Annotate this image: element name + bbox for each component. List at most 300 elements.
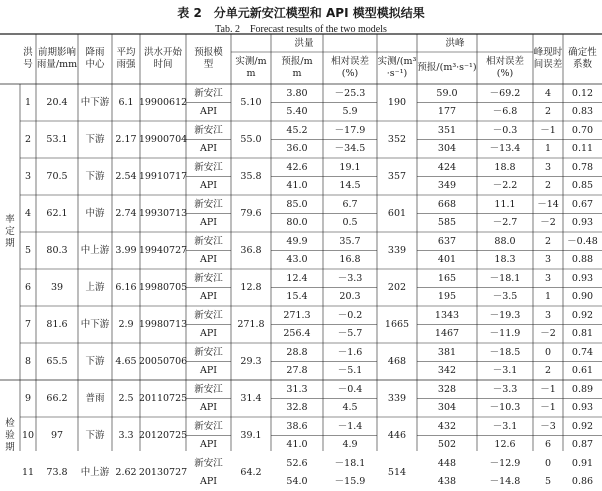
cell-peak-measured-text: 339 xyxy=(388,393,406,404)
cell-peak-measured-text: 514 xyxy=(388,467,406,478)
cell-peak-forecast-text: 304 xyxy=(438,402,456,413)
header-peak xyxy=(377,34,533,52)
cell-peak-measured xyxy=(377,232,417,269)
cell-vol-forecast-text: 41.0 xyxy=(286,180,307,191)
cell-vol-forecast-text: 271.3 xyxy=(283,310,310,321)
cell-peak-measured xyxy=(377,380,417,417)
cell-vol-measured-text: 36.8 xyxy=(240,245,261,256)
cell-peak-time-error xyxy=(533,103,563,122)
cell-intensity xyxy=(112,417,140,454)
cell-nse-text: 0.87 xyxy=(572,439,593,450)
cell-vol-measured-text: 29.3 xyxy=(240,356,261,367)
cell-vol-error xyxy=(323,269,377,288)
cell-peak-time-error xyxy=(533,362,563,381)
header-peak-measured xyxy=(377,52,417,84)
cell-model xyxy=(186,306,231,325)
cell-vol-forecast xyxy=(271,473,323,491)
cell-peak-forecast xyxy=(417,84,477,103)
table-title-en: Tab. 2 Forecast results of the two models xyxy=(0,20,602,35)
cell-nse xyxy=(563,399,602,418)
cell-vol-measured xyxy=(231,232,271,269)
cell-intensity-text: 2.62 xyxy=(115,467,136,478)
cell-prev-rain xyxy=(36,195,78,232)
cell-peak-forecast xyxy=(417,232,477,251)
cell-nse-text: 0.85 xyxy=(572,180,593,191)
cell-vol-error-text: －18.1 xyxy=(335,458,366,469)
cell-peak-forecast xyxy=(417,158,477,177)
cell-peak-measured-text: 601 xyxy=(388,208,406,219)
cell-peak-error xyxy=(477,84,533,103)
cell-model xyxy=(186,473,231,491)
cell-peak-time-error xyxy=(533,84,563,103)
cell-vol-forecast-text: 32.8 xyxy=(286,402,307,413)
cell-nse-text: 0.88 xyxy=(572,254,593,265)
cell-peak-error-text: 18.8 xyxy=(494,162,515,173)
cell-seq xyxy=(20,84,36,121)
cell-intensity-text: 6.16 xyxy=(115,282,136,293)
cell-peak-measured-text: 190 xyxy=(388,97,406,108)
cell-seq xyxy=(20,121,36,158)
cell-vol-measured xyxy=(231,84,271,121)
cell-peak-measured xyxy=(377,269,417,306)
cell-model xyxy=(186,214,231,233)
cell-vol-forecast xyxy=(271,288,323,307)
header-vol-forecast-text: 预报/mm xyxy=(279,56,315,80)
cell-nse-text: 0.67 xyxy=(572,199,593,210)
cell-model xyxy=(186,195,231,214)
header-flood-volume-text: 洪量 xyxy=(294,38,313,49)
cell-flood-start-text: 19900704 xyxy=(139,134,187,145)
cell-prev-rain-text: 81.6 xyxy=(46,319,67,330)
cell-peak-error-text: －3.5 xyxy=(493,291,518,302)
header-model-text: 预报模型 xyxy=(190,47,227,71)
cell-nse xyxy=(563,140,602,159)
cell-seq-text: 9 xyxy=(25,393,31,404)
cell-peak-forecast-text: 401 xyxy=(438,254,456,265)
cell-vol-measured-text: 31.4 xyxy=(240,393,261,404)
cell-prev-rain-text: 62.1 xyxy=(46,208,67,219)
cell-nse xyxy=(563,121,602,140)
cell-peak-error xyxy=(477,454,533,473)
cell-intensity xyxy=(112,343,140,380)
cell-nse-text: 0.78 xyxy=(572,162,593,173)
cell-model xyxy=(186,343,231,362)
cell-nse-text: 0.81 xyxy=(572,328,593,339)
cell-peak-forecast-text: 585 xyxy=(438,217,456,228)
cell-peak-error-text: －2.2 xyxy=(493,180,518,191)
cell-seq xyxy=(20,158,36,195)
cell-model xyxy=(186,436,231,455)
header-flood-volume xyxy=(231,34,377,52)
cell-peak-error-text: 18.3 xyxy=(494,254,515,265)
cell-model-text: 新安江 xyxy=(194,384,223,395)
cell-seq xyxy=(20,232,36,269)
cell-vol-measured-text: 79.6 xyxy=(240,208,261,219)
cell-vol-error-text: －25.3 xyxy=(335,88,366,99)
cell-seq xyxy=(20,195,36,232)
cell-vol-error xyxy=(323,288,377,307)
header-avg-intensity-text: 平均雨强 xyxy=(114,47,138,71)
cell-vol-error-text: －1.4 xyxy=(338,421,363,432)
cell-peak-measured xyxy=(377,417,417,454)
cell-model xyxy=(186,288,231,307)
header-flood-start-text: 洪水开始时间 xyxy=(142,47,184,71)
cell-vol-error xyxy=(323,251,377,270)
cell-model xyxy=(186,454,231,473)
cell-peak-time-error-text: 3 xyxy=(545,162,551,173)
cell-peak-time-error xyxy=(533,214,563,233)
cell-peak-forecast xyxy=(417,214,477,233)
cell-flood-start xyxy=(140,306,186,343)
cell-model-text: 新安江 xyxy=(194,125,223,136)
cell-vol-forecast xyxy=(271,177,323,196)
cell-prev-rain xyxy=(36,158,78,195)
cell-vol-measured xyxy=(231,380,271,417)
cell-nse-text: 0.91 xyxy=(572,458,593,469)
cell-seq xyxy=(20,306,36,343)
cell-peak-time-error-text: －1 xyxy=(540,402,556,413)
header-seq xyxy=(21,34,35,84)
cell-vol-error-text: －15.9 xyxy=(335,476,366,487)
cell-prev-rain-text: 80.3 xyxy=(46,245,67,256)
cell-intensity-text: 3.99 xyxy=(115,245,136,256)
cell-peak-forecast-text: 59.0 xyxy=(436,88,457,99)
cell-peak-measured-text: 468 xyxy=(388,356,406,367)
cell-rain-center-text: 上游 xyxy=(85,282,104,293)
cell-vol-forecast-text: 38.6 xyxy=(286,421,307,432)
cell-peak-time-error xyxy=(533,343,563,362)
cell-vol-forecast-text: 36.0 xyxy=(286,143,307,154)
cell-rain-center xyxy=(78,269,112,306)
cell-peak-time-error-text: －2 xyxy=(540,217,556,228)
cell-group-label xyxy=(2,84,18,380)
cell-nse-text: 0.90 xyxy=(572,291,593,302)
cell-flood-start xyxy=(140,454,186,491)
cell-peak-forecast-text: 195 xyxy=(438,291,456,302)
cell-nse-text: 0.70 xyxy=(572,125,593,136)
cell-vol-forecast xyxy=(271,399,323,418)
cell-peak-time-error-text: 6 xyxy=(545,439,551,450)
cell-peak-time-error xyxy=(533,473,563,491)
cell-rain-center-text: 下游 xyxy=(85,356,104,367)
cell-vol-forecast-text: 41.0 xyxy=(286,439,307,450)
cell-nse xyxy=(563,473,602,491)
cell-peak-error xyxy=(477,214,533,233)
cell-flood-start-text: 19910717 xyxy=(139,171,187,182)
cell-peak-forecast-text: 424 xyxy=(438,162,456,173)
cell-peak-time-error-text: 1 xyxy=(545,143,551,154)
cell-peak-error xyxy=(477,251,533,270)
cell-model-text: 新安江 xyxy=(194,458,223,469)
cell-vol-forecast-text: 49.9 xyxy=(286,236,307,247)
cell-intensity-text: 2.17 xyxy=(115,134,136,145)
cell-vol-forecast-text: 15.4 xyxy=(286,291,307,302)
cell-peak-forecast xyxy=(417,103,477,122)
cell-peak-time-error xyxy=(533,121,563,140)
header-avg-intensity xyxy=(114,34,138,84)
cell-peak-measured-text: 339 xyxy=(388,245,406,256)
cell-vol-error xyxy=(323,380,377,399)
cell-flood-start xyxy=(140,343,186,380)
cell-model xyxy=(186,140,231,159)
cell-vol-error-text: －17.9 xyxy=(335,125,366,136)
header-vol-measured-text: 实测/mm xyxy=(235,56,267,80)
cell-peak-time-error xyxy=(533,454,563,473)
cell-peak-error-text: 88.0 xyxy=(494,236,515,247)
cell-peak-forecast xyxy=(417,473,477,491)
cell-vol-forecast-text: 45.2 xyxy=(286,125,307,136)
cell-model xyxy=(186,362,231,381)
cell-vol-measured xyxy=(231,121,271,158)
cell-vol-forecast xyxy=(271,195,323,214)
cell-nse xyxy=(563,177,602,196)
cell-model-text: API xyxy=(200,254,217,265)
cell-peak-time-error xyxy=(533,325,563,344)
cell-model-text: API xyxy=(200,143,217,154)
cell-vol-forecast xyxy=(271,214,323,233)
cell-peak-forecast xyxy=(417,140,477,159)
cell-prev-rain-text: 53.1 xyxy=(46,134,67,145)
cell-vol-error-text: －0.2 xyxy=(338,310,363,321)
cell-rain-center-text: 普雨 xyxy=(85,393,104,404)
cell-nse xyxy=(563,195,602,214)
cell-vol-forecast-text: 52.6 xyxy=(286,458,307,469)
cell-nse xyxy=(563,214,602,233)
cell-peak-measured xyxy=(377,84,417,121)
cell-peak-time-error-text: 1 xyxy=(545,291,551,302)
cell-peak-forecast-text: 1467 xyxy=(435,328,459,339)
cell-intensity xyxy=(112,195,140,232)
cell-peak-error xyxy=(477,269,533,288)
cell-group-label-text: 率定期 xyxy=(5,214,16,250)
cell-flood-start xyxy=(140,417,186,454)
cell-rain-center xyxy=(78,343,112,380)
cell-peak-forecast-text: 432 xyxy=(438,421,456,432)
header-peak-time-error xyxy=(533,34,563,84)
cell-peak-time-error-text: 2 xyxy=(545,236,551,247)
cell-vol-error xyxy=(323,214,377,233)
cell-vol-error xyxy=(323,417,377,436)
cell-vol-forecast xyxy=(271,417,323,436)
cell-peak-measured-text: 357 xyxy=(388,171,406,182)
cell-nse-text: 0.93 xyxy=(572,217,593,228)
cell-peak-measured-text: 202 xyxy=(388,282,406,293)
cell-nse xyxy=(563,380,602,399)
cell-vol-error xyxy=(323,103,377,122)
cell-nse xyxy=(563,343,602,362)
cell-peak-forecast-text: 349 xyxy=(438,180,456,191)
cell-peak-forecast-text: 438 xyxy=(438,476,456,487)
cell-prev-rain-text: 73.8 xyxy=(46,467,67,478)
cell-peak-forecast xyxy=(417,251,477,270)
cell-vol-forecast xyxy=(271,158,323,177)
cell-model xyxy=(186,158,231,177)
cell-vol-error-text: 6.7 xyxy=(342,199,357,210)
cell-group-label-text: 检验期 xyxy=(5,418,16,454)
cell-vol-measured xyxy=(231,195,271,232)
cell-vol-error xyxy=(323,343,377,362)
cell-vol-error-text: 4.9 xyxy=(342,439,357,450)
header-flood-start xyxy=(142,34,184,84)
cell-intensity xyxy=(112,84,140,121)
cell-peak-time-error xyxy=(533,232,563,251)
cell-intensity-text: 4.65 xyxy=(115,356,136,367)
cell-peak-error xyxy=(477,399,533,418)
cell-model-text: API xyxy=(200,291,217,302)
cell-peak-time-error-text: －3 xyxy=(540,421,556,432)
cell-vol-forecast xyxy=(271,269,323,288)
cell-vol-measured xyxy=(231,158,271,195)
cell-peak-forecast-text: 448 xyxy=(438,458,456,469)
cell-vol-error-text: 14.5 xyxy=(339,180,360,191)
cell-peak-error-text: －3.1 xyxy=(493,365,518,376)
cell-peak-forecast xyxy=(417,343,477,362)
cell-vol-forecast xyxy=(271,140,323,159)
cell-peak-forecast-text: 328 xyxy=(438,384,456,395)
cell-peak-time-error xyxy=(533,269,563,288)
cell-vol-error-text: 20.3 xyxy=(339,291,360,302)
cell-vol-measured-text: 35.8 xyxy=(240,171,261,182)
cell-flood-start-text: 19980713 xyxy=(139,319,187,330)
cell-model xyxy=(186,84,231,103)
cell-rain-center xyxy=(78,121,112,158)
cell-peak-measured xyxy=(377,158,417,195)
cell-peak-forecast-text: 177 xyxy=(438,106,456,117)
header-vol-error xyxy=(331,52,369,84)
cell-nse xyxy=(563,454,602,473)
cell-peak-measured xyxy=(377,306,417,343)
cell-peak-time-error xyxy=(533,417,563,436)
cell-vol-error-text: －5.1 xyxy=(338,365,363,376)
header-model xyxy=(190,34,227,84)
cell-peak-error xyxy=(477,306,533,325)
cell-rain-center-text: 中上游 xyxy=(81,245,110,256)
cell-vol-error xyxy=(323,399,377,418)
cell-peak-error-text: －19.3 xyxy=(490,310,521,321)
header-peak-measured-text: 实测/(m³·s⁻¹) xyxy=(377,56,417,80)
header-peak-forecast xyxy=(417,52,477,84)
cell-prev-rain xyxy=(36,343,78,380)
cell-vol-forecast-text: 85.0 xyxy=(286,199,307,210)
cell-intensity-text: 2.74 xyxy=(115,208,136,219)
cell-peak-time-error xyxy=(533,380,563,399)
cell-prev-rain-text: 39 xyxy=(51,282,63,293)
cell-prev-rain xyxy=(36,269,78,306)
cell-intensity-text: 2.54 xyxy=(115,171,136,182)
cell-model-text: 新安江 xyxy=(194,310,223,321)
cell-peak-measured-text: 446 xyxy=(388,430,406,441)
cell-vol-error xyxy=(323,121,377,140)
cell-vol-forecast-text: 80.0 xyxy=(286,217,307,228)
cell-rain-center xyxy=(78,417,112,454)
cell-model-text: API xyxy=(200,106,217,117)
cell-seq-text: 7 xyxy=(25,319,31,330)
cell-nse xyxy=(563,325,602,344)
cell-peak-forecast xyxy=(417,399,477,418)
header-rain-center-text: 降雨中心 xyxy=(82,47,108,71)
cell-rain-center xyxy=(78,306,112,343)
cell-vol-forecast xyxy=(271,325,323,344)
cell-model-text: API xyxy=(200,402,217,413)
cell-seq-text: 1 xyxy=(25,97,31,108)
cell-peak-error xyxy=(477,195,533,214)
cell-peak-forecast xyxy=(417,454,477,473)
cell-prev-rain-text: 70.5 xyxy=(46,171,67,182)
cell-vol-forecast xyxy=(271,84,323,103)
cell-nse xyxy=(563,436,602,455)
cell-vol-error xyxy=(323,158,377,177)
cell-peak-time-error xyxy=(533,306,563,325)
cell-peak-time-error-text: －2 xyxy=(540,328,556,339)
cell-vol-measured-text: 55.0 xyxy=(240,134,261,145)
cell-seq xyxy=(20,380,36,417)
cell-vol-error xyxy=(323,140,377,159)
cell-nse xyxy=(563,232,602,251)
header-vol-error-text: 相对误差(%) xyxy=(331,56,369,80)
cell-flood-start xyxy=(140,232,186,269)
cell-vol-measured xyxy=(231,306,271,343)
cell-flood-start-text: 19930713 xyxy=(139,208,187,219)
cell-vol-measured xyxy=(231,454,271,491)
cell-prev-rain xyxy=(36,417,78,454)
cell-peak-time-error-text: 0 xyxy=(545,347,551,358)
cell-seq-text: 4 xyxy=(25,208,31,219)
cell-vol-error-text: 4.5 xyxy=(342,402,357,413)
cell-vol-error xyxy=(323,195,377,214)
cell-vol-forecast xyxy=(271,232,323,251)
cell-rain-center xyxy=(78,232,112,269)
cell-rain-center-text: 下游 xyxy=(85,430,104,441)
cell-flood-start-text: 20050706 xyxy=(139,356,187,367)
cell-peak-time-error xyxy=(533,288,563,307)
cell-peak-error-text: －12.9 xyxy=(490,458,521,469)
cell-intensity xyxy=(112,158,140,195)
cell-vol-forecast xyxy=(271,343,323,362)
cell-vol-error-text: －5.7 xyxy=(338,328,363,339)
cell-nse-text: 0.86 xyxy=(572,476,593,487)
cell-peak-forecast xyxy=(417,121,477,140)
cell-model-text: API xyxy=(200,476,217,487)
cell-rain-center-text: 中游 xyxy=(85,208,104,219)
cell-model-text: 新安江 xyxy=(194,421,223,432)
cell-peak-forecast xyxy=(417,269,477,288)
cell-prev-rain xyxy=(36,380,78,417)
cell-peak-time-error xyxy=(533,399,563,418)
header-prev-rain xyxy=(36,34,78,84)
cell-flood-start-text: 20120725 xyxy=(139,430,187,441)
cell-vol-forecast xyxy=(271,436,323,455)
cell-nse-text: 0.12 xyxy=(572,88,593,99)
cell-model xyxy=(186,380,231,399)
cell-peak-error-text: －6.8 xyxy=(493,106,518,117)
cell-peak-time-error-text: 2 xyxy=(545,180,551,191)
cell-peak-error xyxy=(477,473,533,491)
cell-nse-text: 0.11 xyxy=(572,143,593,154)
cell-peak-error-text: －2.7 xyxy=(493,217,518,228)
cell-peak-error-text: 11.1 xyxy=(494,199,515,210)
cell-seq-text: 10 xyxy=(22,430,34,441)
cell-vol-forecast-text: 256.4 xyxy=(283,328,310,339)
cell-seq-text: 6 xyxy=(25,282,31,293)
cell-peak-measured xyxy=(377,121,417,158)
cell-peak-error-text: －3.3 xyxy=(493,384,518,395)
cell-rain-center-text: 中下游 xyxy=(81,319,110,330)
cell-vol-error-text: 35.7 xyxy=(339,236,360,247)
cell-vol-error-text: 0.5 xyxy=(342,217,357,228)
cell-seq-text: 3 xyxy=(25,171,31,182)
cell-vol-error-text: －1.6 xyxy=(338,347,363,358)
cell-peak-time-error xyxy=(533,251,563,270)
